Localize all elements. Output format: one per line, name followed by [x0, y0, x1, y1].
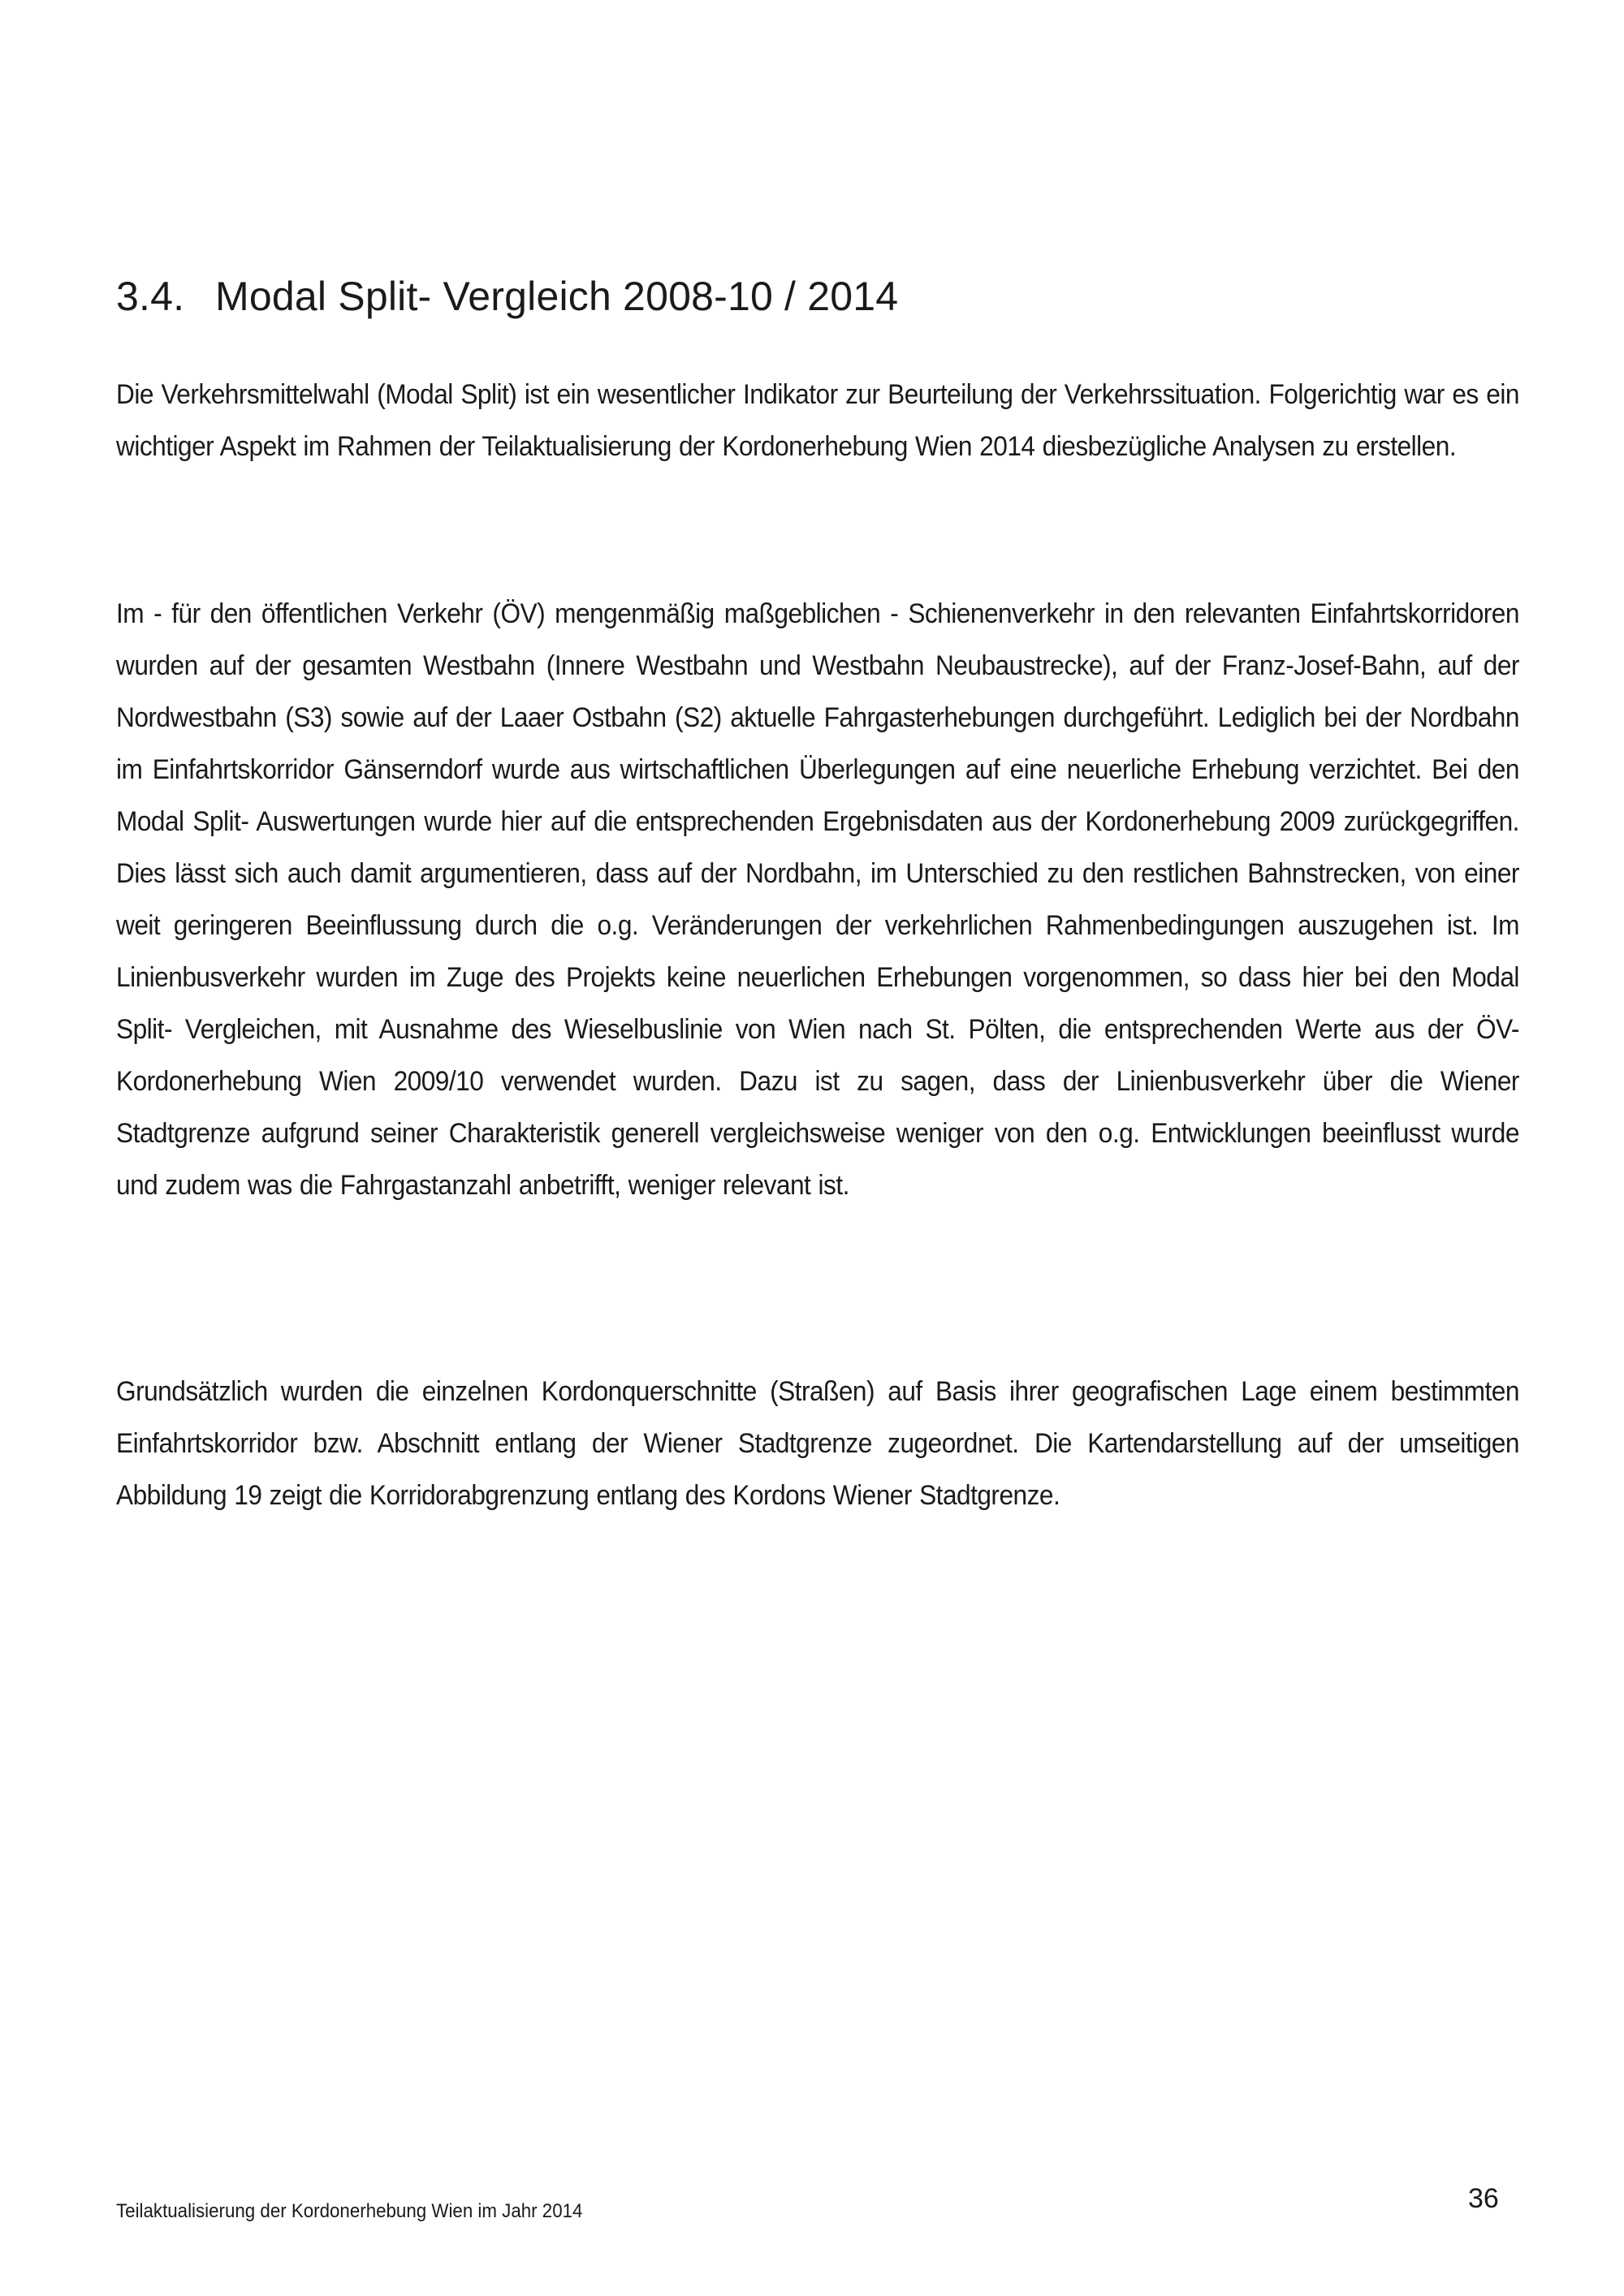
page-number: 36: [1468, 2183, 1499, 2214]
section-title: Modal Split- Vergleich 2008-10 / 2014: [215, 274, 899, 319]
paragraph-modal-split-intro: Die Verkehrsmittelwahl (Modal Split) ist ein wesentlicher Indikator zur Beurteilung der Verkehrssituation. Folgerichtig war es ein wichtiger Aspekt im Rahmen der Teilaktualisierung der Kordonerhebung Wien 2014 diesbezügliche Analysen zu erstellen.: [116, 379, 1519, 462]
footer-title: Teilaktualisierung der Kordonerhebung Wien im Jahr 2014: [116, 2200, 583, 2222]
section-number: 3.4.: [116, 274, 185, 319]
paragraph-rail-surveys: Im - für den öffentlichen Verkehr (ÖV) mengenmäßig maßgeblichen - Schienenverkehr in den relevanten Einfahrtskorridoren wurden auf der gesamten Westbahn (Innere Westbahn und Westbahn Neubaustrecke), auf der Franz-Josef-Bahn, auf der Nordwestbahn (S3) sowie auf der Laaer Ostbahn (S2) aktuelle Fahrgasterhebungen durchgeführt. Lediglich bei der Nordbahn im Einfahrtskorridor Gänserndorf wurde aus wirtschaftlichen Überlegungen auf eine neuerliche Erhebung verzichtet. Bei den Modal Split- Auswertungen wurde hier auf die entsprechenden Ergebnisdaten aus der Kordonerhebung 2009 zurückgegriffen. Dies lässt sich auch damit argumentieren, dass auf der Nordbahn, im Unterschied zu den restlichen Bahnstrecken, von einer weit geringeren Beeinflussung durch die o.g. Veränderungen der verkehrlichen Rahmenbedingungen auszugehen ist. Im Linienbusverkehr wurden im Zuge des Projekts keine neuerlichen Erhebungen vorgenommen, so dass hier bei den Modal Split- Vergleichen, mit Ausnahme des Wieselbuslinie von Wien nach St. Pölten, die entsprechenden Werte aus der ÖV-Kordonerhebung Wien 2009/10 verwendet wurden. Dazu ist zu sagen, dass der Linienbusverkehr über die Wiener Stadtgrenze aufgrund seiner Charakteristik generell vergleichsweise weniger von den o.g. Entwicklungen beeinflusst wurde und zudem was die Fahrgastanzahl anbetrifft, weniger relevant ist.: [116, 598, 1519, 1201]
paragraph-corridor-assignment: Grundsätzlich wurden die einzelnen Kordonquerschnitte (Straßen) auf Basis ihrer geografischen Lage einem bestimmten Einfahrtskorridor bzw. Abschnitt entlang der Wiener Stadtgrenze zugeordnet. Die Kartendarstellung auf der umseitigen Abbildung 19 zeigt die Korridorabgrenzung entlang des Kordons Wiener Stadtgrenze.: [116, 1376, 1519, 1511]
section-heading: [116, 268, 1513, 325]
